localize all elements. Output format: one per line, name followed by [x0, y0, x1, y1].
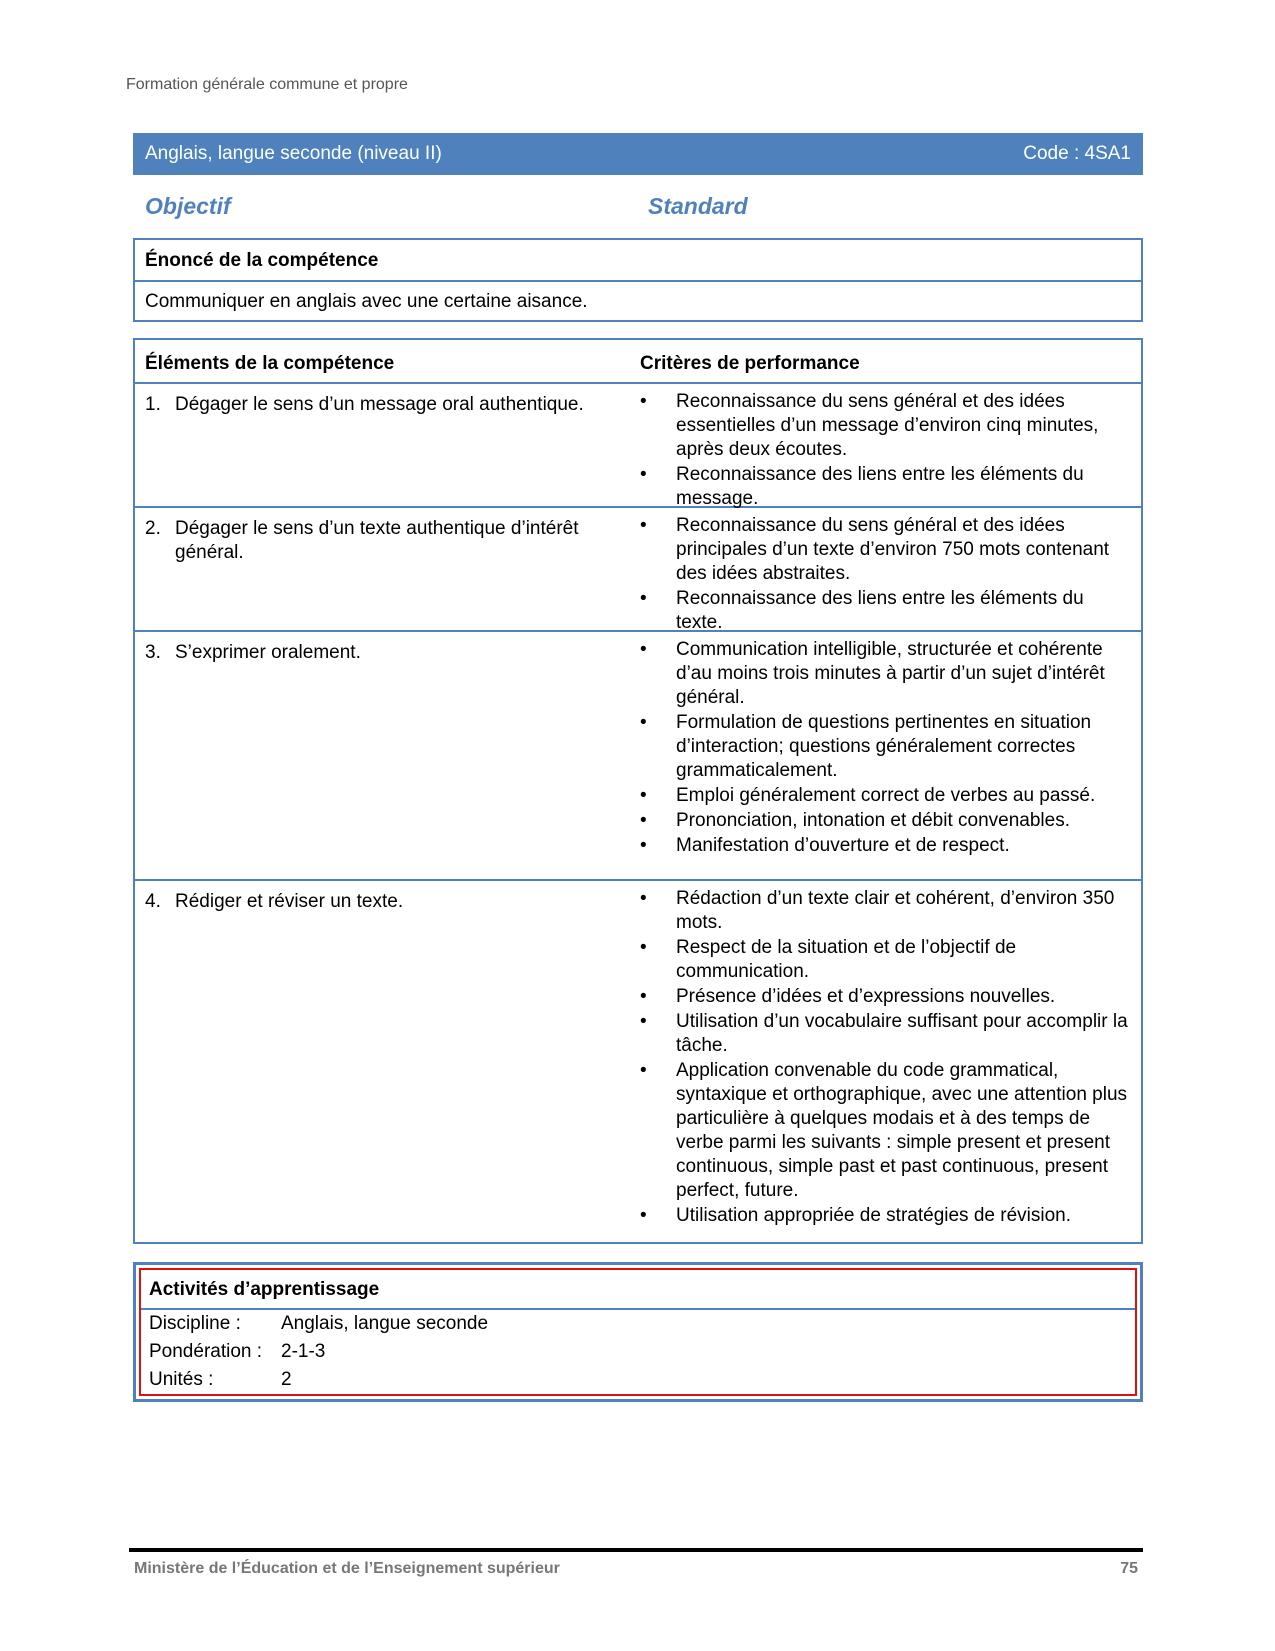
enonce-text: Communiquer en anglais avec une certaine aisance. — [145, 291, 588, 312]
criterion: • Utilisation appropriée de stratégies de révision. — [640, 1204, 1130, 1228]
footer-rule — [129, 1548, 1143, 1552]
criterion: • Reconnaissance du sens général et des idées principales d’un texte d’environ 750 mots contenant des idées abstraites. — [640, 514, 1130, 586]
criteria-list — [640, 638, 1130, 859]
elements-header: Éléments de la compétence — [145, 353, 395, 374]
objectif-label: Objectif — [145, 193, 231, 219]
element-text: 3. S’exprimer oralement. — [145, 642, 361, 663]
course-code: Code : 4SA1 — [1023, 143, 1131, 164]
criteria-list — [640, 390, 1130, 512]
criterion: • Communication intelligible, structurée et cohérente d’au moins trois minutes à partir d’un sujet d’intérêt général. — [640, 638, 1130, 710]
activites-box — [133, 1262, 1143, 1402]
criterion: • Respect de la situation et de l’objectif de communication. — [640, 936, 1130, 984]
element-row-1 — [135, 384, 1141, 508]
element-text: 2. Dégager le sens d’un texte authentique d’intérêt général. — [145, 518, 579, 563]
standard-label: Standard — [648, 193, 748, 219]
criterion: • Formulation de questions pertinentes en situation d’interaction; questions généralement correctes grammaticalement. — [640, 711, 1130, 783]
enonce-title: Énoncé de la compétence — [135, 240, 1141, 282]
criterion: • Reconnaissance du sens général et des idées essentielles d’un message d’environ cinq minutes, après deux écoutes. — [640, 390, 1130, 462]
criteria-header: Critères de performance — [640, 353, 860, 374]
page-number: 75 — [1120, 1560, 1138, 1577]
criterion: • Reconnaissance des liens entre les éléments du texte. — [640, 587, 1130, 635]
elements-table-header — [135, 340, 1141, 384]
element-row-2 — [135, 508, 1141, 632]
course-title-bar — [133, 133, 1143, 175]
enonce-box — [133, 238, 1143, 322]
criterion: • Emploi généralement correct de verbes au passé. — [640, 784, 1130, 808]
elements-table — [133, 338, 1143, 1244]
discipline-line: Discipline : Anglais, langue seconde — [149, 1313, 489, 1334]
element-row-4 — [135, 881, 1141, 1242]
running-header: Formation générale commune et propre — [126, 76, 408, 93]
activites-inner — [139, 1268, 1137, 1396]
criterion: • Application convenable du code grammatical, syntaxique et orthographique, avec une attention plus particulière à quelques modais et à des temps de verbe parmi les suivants : simple present et present continuous, simple past et past continuous, present perfect, future. — [640, 1059, 1130, 1203]
criterion: • Rédaction d’un texte clair et cohérent, d’environ 350 mots. — [640, 887, 1130, 935]
criterion: • Utilisation d’un vocabulaire suffisant pour accomplir la tâche. — [640, 1010, 1130, 1058]
unites-line: Unités : 2 — [149, 1369, 292, 1390]
element-row-3 — [135, 632, 1141, 881]
criterion: • Manifestation d’ouverture et de respect. — [640, 834, 1130, 858]
footer-ministry: Ministère de l’Éducation et de l’Enseignement supérieur — [134, 1560, 560, 1577]
element-text: 4. Rédiger et réviser un texte. — [145, 891, 404, 912]
course-title: Anglais, langue seconde (niveau II) — [145, 143, 442, 164]
criteria-list — [640, 887, 1130, 1229]
objectif-standard-labels — [145, 193, 1145, 220]
footer — [134, 1560, 1138, 1578]
criterion: • Prononciation, intonation et débit convenables. — [640, 809, 1130, 833]
activites-title: Activités d’apprentissage — [141, 1270, 1135, 1310]
element-text: 1. Dégager le sens d’un message oral authentique. — [145, 394, 584, 415]
criterion: • Reconnaissance des liens entre les éléments du message. — [640, 463, 1130, 511]
ponderation-line: Pondération : 2-1-3 — [149, 1341, 326, 1362]
criterion: • Présence d’idées et d’expressions nouvelles. — [640, 985, 1130, 1009]
criteria-list — [640, 514, 1130, 636]
